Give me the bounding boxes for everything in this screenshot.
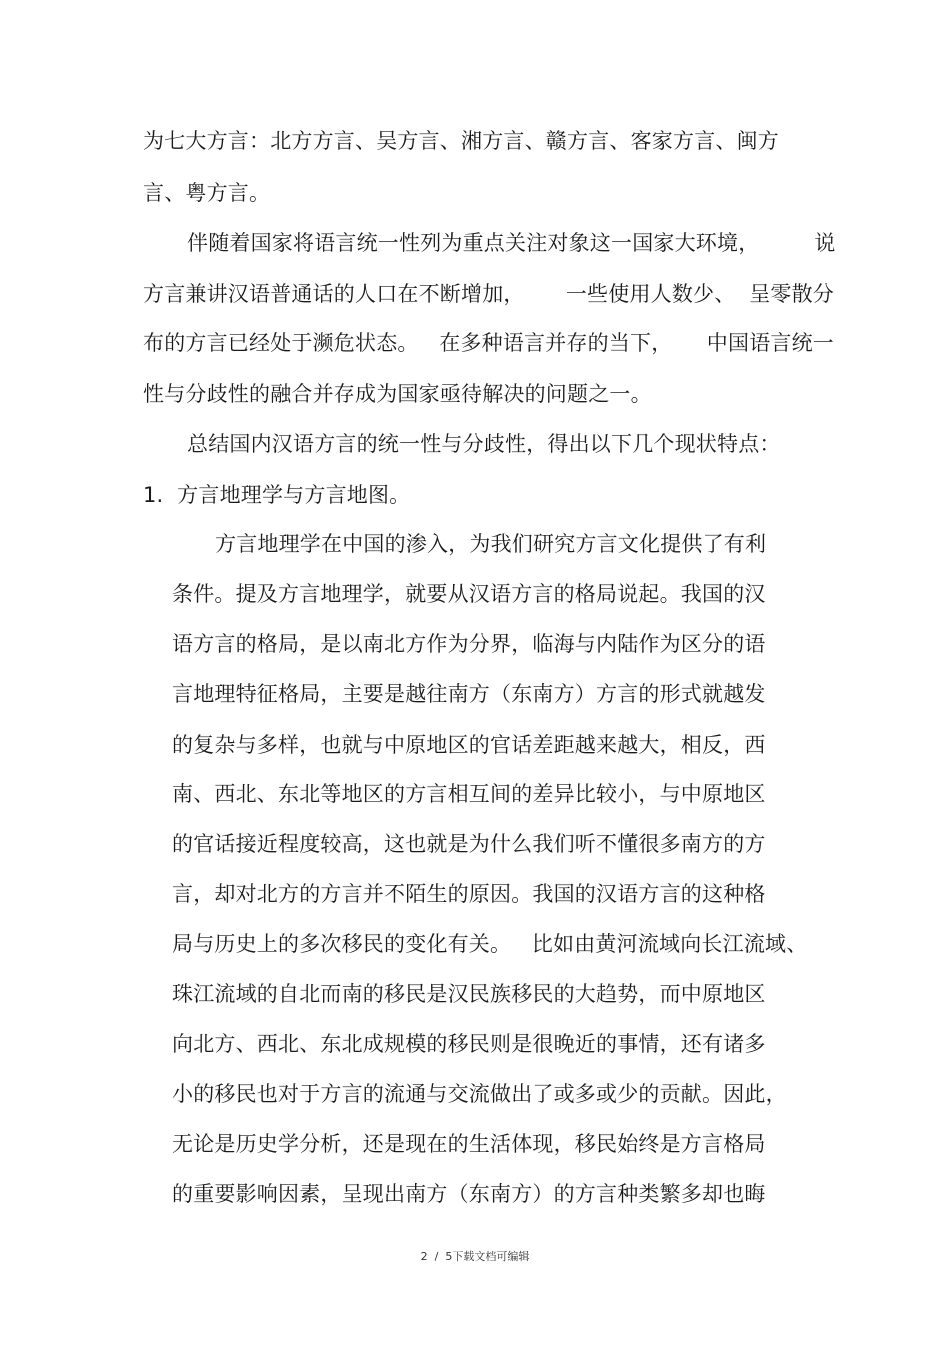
text-line-1: 为七大方言：北方方言、吴方言、湘方言、赣方言、客家方言、闽方 [143, 129, 779, 153]
text-line-9: 方言地理学在中国的渗入，为我们研究方言文化提供了有利 [215, 532, 767, 556]
text-line-10: 条件。提及方言地理学，就要从汉语方言的格局说起。我国的汉 [172, 582, 766, 606]
text-line-2: 言、粤方言。 [143, 181, 271, 205]
text-line-14: 南、西北、东北等地区的方言相互间的差异比较小，与中原地区 [172, 782, 766, 806]
text-line-17: 局与历史上的多次移民的变化有关。 比如由黄河流域向长江流域、 [172, 932, 808, 956]
text-line-16: 言，却对北方的方言并不陌生的原因。我国的汉语方言的这种格 [172, 882, 766, 906]
text-line-4: 方言兼讲汉语普通话的人口在不断增加， 一些使用人数少、 呈零散分 [143, 282, 834, 306]
text-line-11: 语方言的格局，是以南北方作为分界，临海与内陆作为区分的语 [172, 632, 766, 656]
text-line-12: 言地理特征格局，主要是越往南方（东南方）方言的形式就越发 [172, 682, 766, 706]
text-line-7: 总结国内汉语方言的统一性与分歧性，得出以下几个现状特点： [187, 432, 781, 456]
text-line-15: 的官话接近程度较高，这也就是为什么我们听不懂很多南方的方 [172, 832, 766, 856]
text-line-22: 的重要影响因素，呈现出南方（东南方）的方言种类繁多却也晦 [172, 1182, 766, 1206]
text-line-13: 的复杂与多样，也就与中原地区的官话差距越来越大，相反，西 [172, 733, 766, 757]
list-item-heading: 1. 方言地理学与方言地图。 [143, 483, 411, 507]
page-footer: 2 / 5下载文档可编辑 [420, 1250, 530, 1263]
text-line-5: 布的方言已经处于濒危状态。 在多种语言并存的当下， 中国语言统一 [143, 331, 834, 355]
text-line-21: 无论是历史学分析，还是现在的生活体现，移民始终是方言格局 [172, 1132, 766, 1156]
text-line-19: 向北方、西北、东北成规模的移民则是很晚近的事情，还有诸多 [172, 1032, 766, 1056]
text-line-3: 伴随着国家将语言统一性列为重点关注对象这一国家大环境， 说 [187, 231, 836, 255]
text-line-20: 小的移民也对于方言的流通与交流做出了或多或少的贡献。因此， [172, 1082, 787, 1106]
text-line-6: 性与分歧性的融合并存成为国家亟待解决的问题之一。 [143, 382, 652, 406]
text-line-18: 珠江流域的自北而南的移民是汉民族移民的大趋势，而中原地区 [172, 982, 766, 1006]
